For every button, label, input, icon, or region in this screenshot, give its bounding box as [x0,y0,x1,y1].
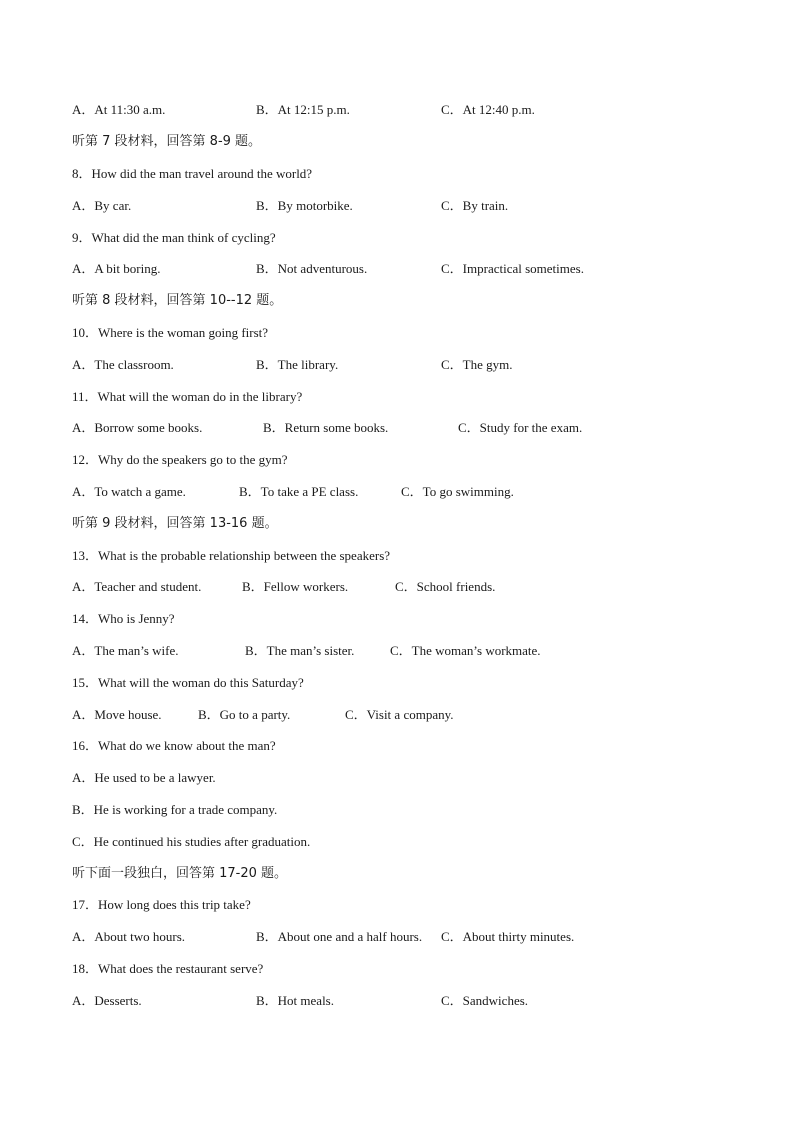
q14-option-c: C．The woman’s workmate. [390,643,541,658]
q16-option-a: A．He used to be a lawyer. [72,770,216,785]
q8-question: 8．How did the man travel around the world? [72,166,313,181]
q16-question: 16．What do we know about the man? [72,738,276,753]
q13-option-a: A．Teacher and student. [72,579,202,594]
q11-option-c: C．Study for the exam. [458,420,583,435]
q10-option-a: A．The classroom. [72,357,174,372]
q8-option-a: A．By car. [72,198,132,213]
section-heading-9: 听第 9 段材料，回答第 13-16 题。 [72,516,278,531]
q12-option-c: C．To go swimming. [401,484,514,499]
q17-question: 17．How long does this trip take? [72,897,251,912]
q8-option-c: C．By train. [441,198,509,213]
q15-option-b: B．Go to a party. [198,707,291,722]
q14-option-a: A．The man’s wife. [72,643,179,658]
q13-option-b: B．Fellow workers. [242,579,349,594]
q12-option-b: B．To take a PE class. [239,484,359,499]
q13-question: 13．What is the probable relationship between the speakers? [72,548,391,563]
q7-option-c: C．At 12:40 p.m. [441,102,535,117]
section-heading-7: 听第 7 段材料，回答第 8-9 题。 [72,134,262,149]
q18-option-b: B．Hot meals. [256,993,334,1008]
q7-option-a: A．At 11:30 a.m. [72,102,166,117]
q16-option-b: B．He is working for a trade company. [72,802,278,817]
q15-option-c: C．Visit a company. [345,707,454,722]
q17-option-c: C．About thirty minutes. [441,929,575,944]
q12-question: 12．Why do the speakers go to the gym? [72,452,288,467]
q14-option-b: B．The man’s sister. [245,643,355,658]
q15-question: 15．What will the woman do this Saturday? [72,675,304,690]
section-heading-10: 听下面一段独白，回答第 17-20 题。 [72,866,288,881]
q11-question: 11．What will the woman do in the library? [72,389,303,404]
q17-option-a: A．About two hours. [72,929,186,944]
q9-option-a: A．A bit boring. [72,261,161,276]
q10-question: 10．Where is the woman going first? [72,325,269,340]
q12-option-a: A．To watch a game. [72,484,186,499]
q18-question: 18．What does the restaurant serve? [72,961,264,976]
q8-option-b: B．By motorbike. [256,198,353,213]
q9-option-b: B．Not adventurous. [256,261,368,276]
q9-option-c: C．Impractical sometimes. [441,261,584,276]
q17-option-b: B．About one and a half hours. [256,929,423,944]
q13-option-c: C．School friends. [395,579,496,594]
q16-option-c: C．He continued his studies after graduation. [72,834,311,849]
q18-option-c: C．Sandwiches. [441,993,529,1008]
q10-option-b: B．The library. [256,357,339,372]
q18-option-a: A．Desserts. [72,993,142,1008]
q7-option-b: B．At 12:15 p.m. [256,102,350,117]
q11-option-a: A．Borrow some books. [72,420,203,435]
q10-option-c: C．The gym. [441,357,513,372]
q15-option-a: A．Move house. [72,707,162,722]
q9-question: 9．What did the man think of cycling? [72,230,276,245]
q14-question: 14．Who is Jenny? [72,611,175,626]
section-heading-8: 听第 8 段材料，回答第 10--12 题。 [72,293,283,308]
q11-option-b: B．Return some books. [263,420,389,435]
